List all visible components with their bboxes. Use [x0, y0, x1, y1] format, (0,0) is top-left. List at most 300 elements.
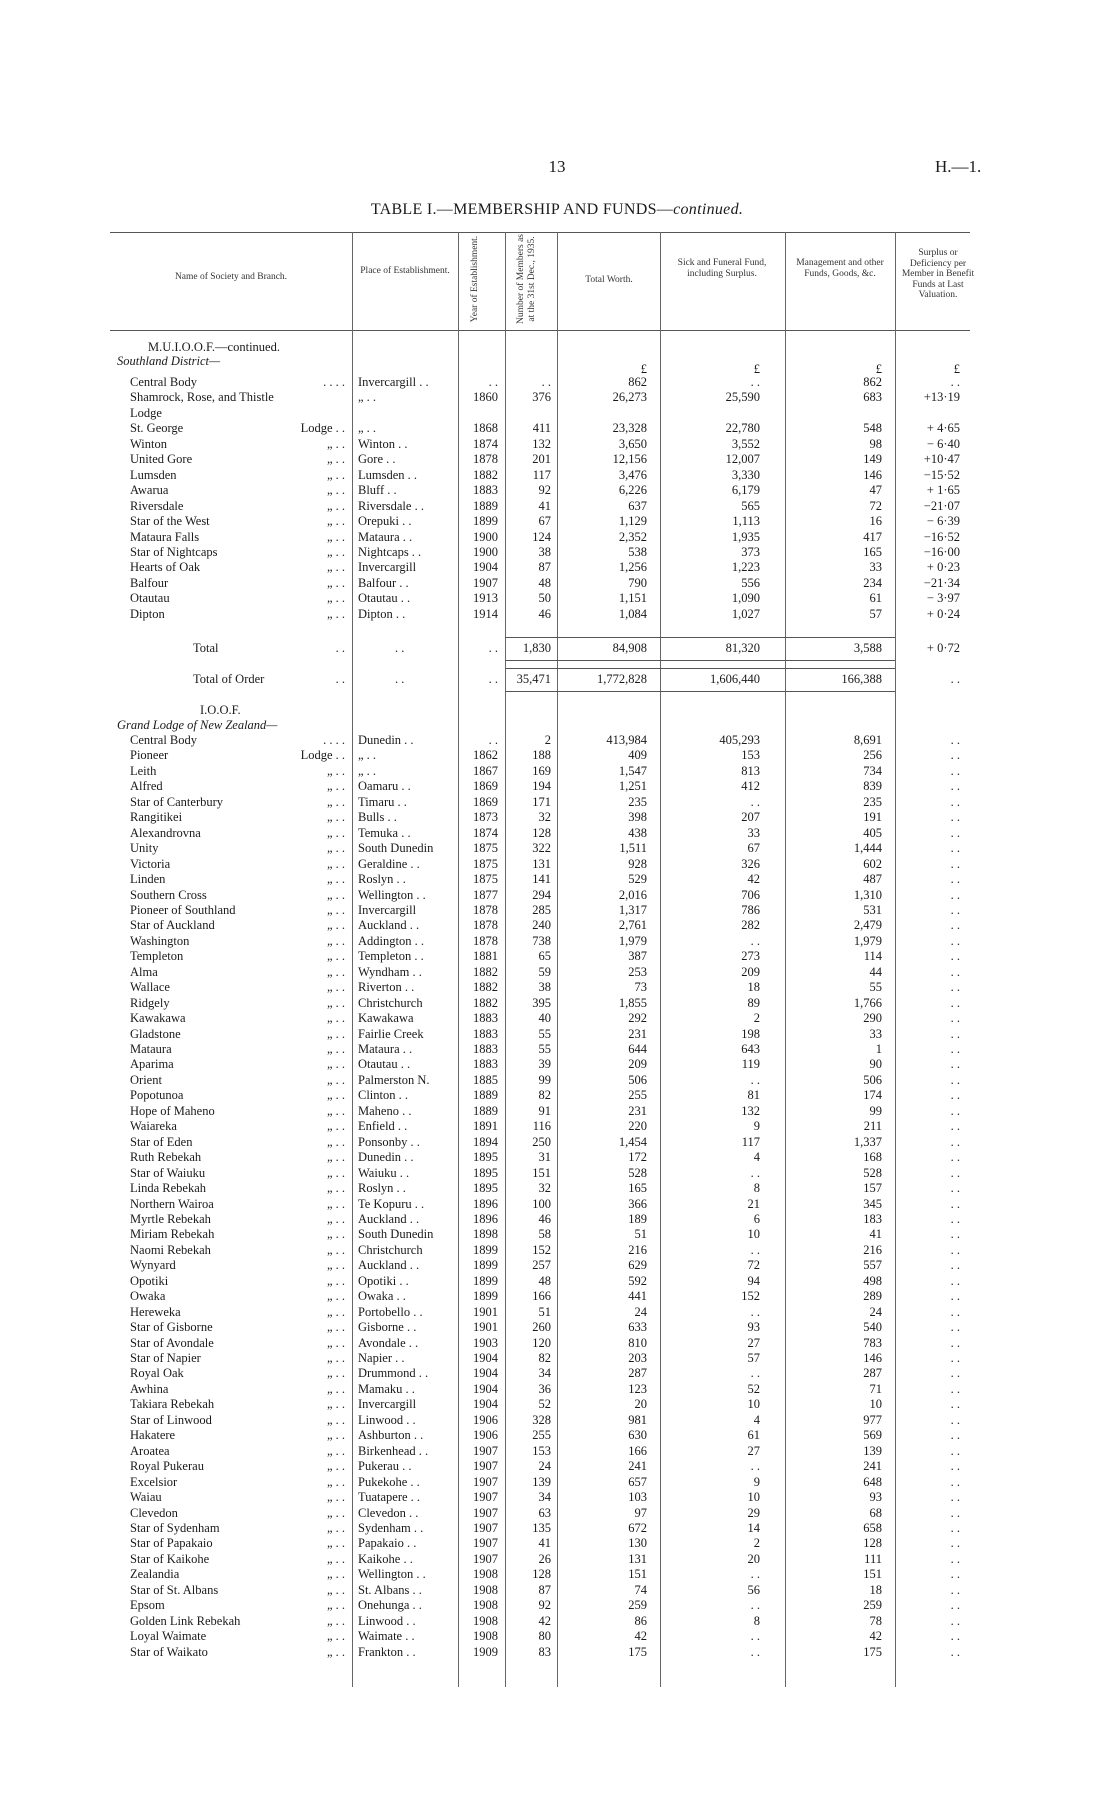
cell-place: Waimate . .	[358, 1629, 415, 1644]
cell-worth: 1,084	[618, 606, 647, 621]
table-row	[0, 980, 1114, 995]
cell-mgmt: 2,479	[853, 918, 882, 933]
cell-sick: . .	[750, 794, 760, 809]
cell-sick: 273	[741, 949, 760, 964]
cell-year: 1883	[473, 1026, 498, 1041]
cell-mgmt: 55	[869, 980, 882, 995]
cell-place: Oamaru . .	[358, 779, 411, 794]
cell-members: 260	[532, 1320, 551, 1335]
table-row	[0, 1475, 1114, 1490]
cell-year: 1904	[473, 1397, 498, 1412]
cell-year: 1908	[473, 1582, 498, 1597]
cell-worth: 538	[628, 544, 647, 559]
cell-name: Excelsior	[130, 1474, 178, 1489]
cell-year: 1882	[473, 964, 498, 979]
cell-surplus: . .	[950, 1351, 960, 1365]
cell-year: 1903	[473, 1335, 498, 1350]
cell-mgmt: 44	[869, 964, 882, 979]
cell-dots: „ . .	[326, 1042, 345, 1056]
cell-surplus: . .	[950, 1196, 960, 1211]
cell-year: 1913	[473, 591, 498, 606]
cell-worth: 216	[628, 1242, 647, 1257]
cell-year: 1900	[473, 544, 498, 559]
cell-members: 153	[532, 1443, 551, 1458]
cell-year: 1907	[473, 575, 498, 590]
cell-year: 1899	[473, 1289, 498, 1304]
cell-name: Hearts of Oak	[130, 560, 201, 575]
cell-dots: „ . .	[326, 1397, 345, 1412]
cell-name: Star of Auckland	[130, 918, 215, 933]
cell-dots: „ . .	[326, 1351, 345, 1365]
cell-name: Awarua	[130, 483, 169, 498]
cell-year: 1898	[473, 1227, 498, 1242]
cell-surplus: . .	[950, 1042, 960, 1056]
cell-year: 1883	[473, 1011, 498, 1026]
cell-sick: . .	[750, 1304, 760, 1319]
table-row	[0, 1057, 1114, 1072]
cell-mgmt: 234	[863, 575, 882, 590]
cell-place: South Dunedin	[358, 1227, 434, 1242]
cell-worth: 3,476	[618, 467, 647, 482]
cell-surplus: −16·00	[923, 544, 960, 559]
cell-sick: . .	[750, 1165, 760, 1180]
cell-dots: „ . .	[326, 436, 345, 451]
cell-members: 92	[538, 1598, 551, 1613]
cell-surplus: . .	[950, 1211, 960, 1226]
total-place: . .	[395, 641, 405, 655]
cell-name: Pioneer of Southland	[130, 902, 236, 917]
cell-year: 1860	[473, 390, 498, 405]
cell-surplus: −15·52	[923, 467, 960, 482]
cell-place: Avondale . .	[358, 1335, 419, 1350]
cell-year: 1914	[473, 606, 498, 621]
cell-place: Opotiki . .	[358, 1273, 409, 1288]
cell-members: 31	[538, 1150, 551, 1165]
currency-sick: £	[753, 362, 760, 376]
cell-year: 1889	[473, 1103, 498, 1118]
cell-mgmt: 531	[863, 902, 882, 917]
cell-dots: „ . .	[326, 810, 345, 825]
total-order-dots: . .	[335, 672, 345, 686]
cell-mgmt: 93	[869, 1490, 882, 1505]
cell-surplus: . .	[950, 1242, 960, 1257]
cell-worth: 231	[628, 1103, 647, 1118]
table-row	[0, 545, 1114, 560]
cell-members: 24	[538, 1459, 551, 1474]
cell-mgmt: 487	[863, 872, 882, 887]
cell-place: Mamaku . .	[358, 1381, 415, 1396]
cell-place: Mataura . .	[358, 1042, 413, 1056]
cell-mgmt: 33	[869, 560, 882, 575]
cell-place: Addington . .	[358, 933, 424, 948]
cell-place: Otautau . .	[358, 591, 411, 606]
cell-place: St. Albans . .	[358, 1582, 422, 1597]
cell-members: 169	[532, 763, 551, 778]
cell-dots: „ . .	[326, 1381, 345, 1396]
cell-year: 1867	[473, 763, 498, 778]
cell-worth: 189	[628, 1211, 647, 1226]
cell-dots: „ . .	[326, 1026, 345, 1041]
table-title-continued: continued.	[673, 201, 744, 218]
cell-mgmt: 557	[863, 1258, 882, 1273]
table-row	[0, 1088, 1114, 1103]
cell-year: 1904	[473, 560, 498, 575]
cell-place: Clinton . .	[358, 1088, 409, 1103]
cell-surplus: . .	[950, 872, 960, 887]
cell-surplus: . .	[950, 779, 960, 794]
cell-name: Awhina	[130, 1381, 169, 1396]
cell-place: Auckland . .	[358, 1258, 420, 1273]
cell-dots: „ . .	[326, 498, 345, 513]
cell-surplus: . .	[950, 1505, 960, 1520]
cell-worth: 97	[634, 1505, 647, 1520]
cell-surplus: − 6·40	[926, 436, 960, 451]
cell-sick: . .	[750, 1567, 760, 1582]
cell-mgmt: 16	[869, 514, 882, 529]
cell-members: 26	[538, 1551, 551, 1566]
cell-sick: 81	[747, 1088, 760, 1103]
cell-members: 38	[538, 544, 551, 559]
cell-name: Aroatea	[130, 1443, 170, 1458]
cell-dots: „ . .	[326, 1335, 345, 1350]
cell-members: 92	[538, 483, 551, 498]
cell-name: Southern Cross	[130, 887, 207, 902]
cell-sick: . .	[750, 1242, 760, 1257]
cell-name: Winton	[130, 436, 167, 451]
cell-worth: 366	[628, 1196, 647, 1211]
cell-year: 1877	[473, 887, 498, 902]
cell-sick: 12,007	[725, 452, 760, 467]
cell-sick: 56	[747, 1582, 760, 1597]
cell-sick: 89	[747, 995, 760, 1010]
col-header-surplus: Surplus or Deficiency per Member in Benefit Funds at Last Valuation.	[901, 248, 975, 300]
cell-dots: . . . .	[323, 733, 345, 747]
cell-place: Linwood . .	[358, 1412, 416, 1427]
cell-surplus: . .	[950, 810, 960, 825]
cell-mgmt: 18	[869, 1582, 882, 1597]
cell-mgmt: 1,979	[853, 933, 882, 948]
cell-members: 124	[532, 529, 551, 544]
cell-year: 1909	[473, 1644, 498, 1659]
cell-dots: „ . .	[326, 949, 345, 964]
table-row	[0, 872, 1114, 887]
cell-surplus: . .	[950, 1490, 960, 1505]
cell-place: Palmerston N.	[358, 1072, 430, 1087]
cell-worth: 528	[628, 1165, 647, 1180]
cell-sick: 1,027	[731, 606, 760, 621]
cell-year: 1882	[473, 980, 498, 995]
cell-worth: 241	[628, 1459, 647, 1474]
cell-mgmt: 345	[863, 1196, 882, 1211]
cell-worth: 398	[628, 810, 647, 825]
cell-name: Royal Pukerau	[130, 1459, 204, 1474]
cell-place: Pukekohe . .	[358, 1474, 420, 1489]
header-bottom-rule	[110, 330, 970, 331]
cell-sick: 565	[741, 498, 760, 513]
cell-members: 294	[532, 887, 551, 902]
table-row	[0, 949, 1114, 964]
cell-worth: 2,016	[618, 887, 647, 902]
cell-members: 135	[532, 1520, 551, 1535]
cell-surplus: . .	[950, 1582, 960, 1597]
cell-sick: . .	[750, 1629, 760, 1644]
cell-dots: „ . .	[326, 1150, 345, 1165]
col-header-place: Place of Establishment.	[360, 266, 450, 276]
cell-sick: 29	[747, 1505, 760, 1520]
cell-surplus: . .	[950, 1644, 960, 1659]
cell-worth: 255	[628, 1088, 647, 1103]
table-row	[0, 1490, 1114, 1505]
cell-name: Popotunoa	[130, 1088, 184, 1103]
cell-place: Napier . .	[358, 1351, 405, 1365]
cell-dots: „ . .	[326, 1289, 345, 1304]
cell-year: 1895	[473, 1165, 498, 1180]
cell-name: Dipton	[130, 606, 165, 621]
cell-mgmt: 10	[869, 1397, 882, 1412]
cell-dots: „ . .	[326, 1304, 345, 1319]
cell-worth: 74	[634, 1582, 647, 1597]
cell-worth: 103	[628, 1490, 647, 1505]
table-row	[0, 1506, 1114, 1521]
cell-dots: „ . .	[326, 591, 345, 606]
table-row	[0, 934, 1114, 949]
cell-surplus: . .	[950, 375, 960, 389]
cell-year: 1907	[473, 1520, 498, 1535]
total-order-surplus: . .	[950, 672, 960, 686]
table-row	[0, 1382, 1114, 1397]
cell-worth: 413,984	[606, 733, 647, 747]
cell-place: Christchurch	[358, 1242, 423, 1257]
cell-place: Invercargill	[358, 1397, 417, 1412]
cell-mgmt: 734	[863, 763, 882, 778]
cell-worth: 1,317	[618, 902, 647, 917]
cell-members: 116	[532, 1119, 551, 1134]
cell-year: 1908	[473, 1629, 498, 1644]
table-row	[0, 857, 1114, 872]
cell-surplus: . .	[950, 1258, 960, 1273]
table-row	[0, 1336, 1114, 1351]
cell-year: 1907	[473, 1474, 498, 1489]
cell-worth: 1,547	[618, 763, 647, 778]
cell-members: 82	[538, 1088, 551, 1103]
cell-mgmt: 98	[869, 436, 882, 451]
cell-sick: 198	[741, 1026, 760, 1041]
cell-sick: 20	[747, 1551, 760, 1566]
cell-sick: 1,223	[731, 560, 760, 575]
cell-dots: „ . .	[326, 1011, 345, 1026]
cell-members: 32	[538, 1181, 551, 1196]
cell-sick: 57	[747, 1351, 760, 1365]
cell-worth: 1,454	[618, 1134, 647, 1149]
cell-worth: 287	[628, 1366, 647, 1381]
cell-name: Star of Papakaio	[130, 1536, 213, 1551]
cell-dots: „ . .	[326, 1551, 345, 1566]
total-order-box-rule	[505, 668, 895, 692]
cell-mgmt: 658	[863, 1520, 882, 1535]
cell-mgmt: 149	[863, 452, 882, 467]
cell-sick: 119	[741, 1057, 760, 1072]
total-year: . .	[488, 641, 498, 655]
table-row	[0, 1258, 1114, 1273]
cell-year: 1862	[473, 748, 498, 763]
cell-name: Shamrock, Rose, and Thistle	[130, 390, 274, 405]
table-title	[0, 201, 1114, 219]
cell-place: Wellington . .	[358, 1567, 426, 1582]
cell-name: Pioneer	[130, 748, 169, 763]
cell-year: 1896	[473, 1196, 498, 1211]
cell-surplus: . .	[950, 1335, 960, 1350]
table-row	[0, 888, 1114, 903]
cell-mgmt: 157	[863, 1181, 882, 1196]
table-row	[0, 810, 1114, 825]
table-row	[0, 1598, 1114, 1613]
cell-members: 55	[538, 1042, 551, 1056]
cell-worth: 657	[628, 1474, 647, 1489]
cell-sick: 8	[753, 1181, 760, 1196]
cell-name: Wallace	[130, 980, 170, 995]
table-row	[0, 591, 1114, 606]
cell-mgmt: 1,310	[853, 887, 882, 902]
cell-year: 1899	[473, 1242, 498, 1257]
cell-sick: 9	[753, 1119, 760, 1134]
currency-surplus: £	[953, 362, 960, 376]
cell-sick: . .	[750, 933, 760, 948]
table-row	[0, 1243, 1114, 1258]
cell-mgmt: 128	[863, 1536, 882, 1551]
cell-name: Star of Napier	[130, 1351, 201, 1365]
cell-surplus: +10·47	[923, 452, 960, 467]
cell-surplus: . .	[950, 1629, 960, 1644]
cell-mgmt: 211	[863, 1119, 882, 1134]
currency-worth: £	[640, 362, 647, 376]
cell-dots: „ . .	[326, 964, 345, 979]
total-order-year: . .	[488, 672, 498, 686]
cell-worth: 6,226	[618, 483, 647, 498]
cell-worth: 166	[628, 1443, 647, 1458]
cell-surplus: . .	[950, 1181, 960, 1196]
cell-dots: „ . .	[326, 856, 345, 871]
cell-mgmt: 42	[869, 1629, 882, 1644]
table-row	[0, 1629, 1114, 1644]
cell-name: St. George	[130, 421, 184, 436]
cell-dots: „ . .	[326, 1088, 345, 1103]
table-row	[0, 1521, 1114, 1536]
cell-surplus: . .	[950, 1320, 960, 1335]
cell-year: 1895	[473, 1181, 498, 1196]
cell-sick: 2	[753, 1536, 760, 1551]
cell-place: Clevedon . .	[358, 1505, 419, 1520]
cell-dots: „ . .	[326, 544, 345, 559]
cell-worth: 1,256	[618, 560, 647, 575]
cell-year: 1878	[473, 452, 498, 467]
cell-dots: „ . .	[326, 1320, 345, 1335]
cell-worth: 630	[628, 1428, 647, 1443]
cell-surplus: . .	[950, 748, 960, 763]
cell-mgmt: 683	[863, 390, 882, 405]
cell-members: 87	[538, 560, 551, 575]
cell-name: United Gore	[130, 452, 193, 467]
total-order-sick: 1,606,440	[710, 672, 760, 686]
cell-worth: 259	[628, 1598, 647, 1613]
cell-members: 328	[532, 1412, 551, 1427]
cell-place: Auckland . .	[358, 918, 420, 933]
cell-worth: 438	[628, 825, 647, 840]
total-box-rule	[505, 637, 895, 661]
cell-mgmt: 151	[863, 1567, 882, 1582]
cell-mgmt: 289	[863, 1289, 882, 1304]
cell-year: 1896	[473, 1211, 498, 1226]
cell-sick: 6,179	[731, 483, 760, 498]
col-header-name: Name of Society and Branch.	[174, 272, 288, 282]
cell-place: Wellington . .	[358, 887, 426, 902]
cell-surplus: . .	[950, 964, 960, 979]
cell-surplus: . .	[950, 1273, 960, 1288]
cell-members: 36	[538, 1381, 551, 1396]
cell-name: Ridgely	[130, 995, 170, 1010]
cell-dots: „ . .	[326, 1629, 345, 1644]
cell-worth: 292	[628, 1011, 647, 1026]
table-row	[0, 530, 1114, 545]
cell-members: 166	[532, 1289, 551, 1304]
cell-year: 1899	[473, 1258, 498, 1273]
cell-members: 40	[538, 1011, 551, 1026]
cell-name: Star of the West	[130, 514, 210, 529]
cell-name: Epsom	[130, 1598, 165, 1613]
cell-dots: „ . .	[326, 1505, 345, 1520]
cell-name: Leith	[130, 763, 157, 778]
table-row	[0, 499, 1114, 514]
cell-dots: „ . .	[326, 1412, 345, 1427]
cell-members: 83	[538, 1644, 551, 1659]
cell-dots: „ . .	[326, 1057, 345, 1072]
cell-worth: 235	[628, 794, 647, 809]
table-row	[0, 841, 1114, 856]
cell-sick: 18	[747, 980, 760, 995]
cell-members: 99	[538, 1072, 551, 1087]
cell-name: Northern Wairoa	[130, 1196, 214, 1211]
cell-surplus: + 4·65	[926, 421, 960, 436]
cell-sick: 4	[753, 1150, 760, 1165]
cell-place: Kaikohe . .	[358, 1551, 413, 1566]
cell-place: Linwood . .	[358, 1613, 416, 1628]
cell-surplus: −16·52	[923, 529, 960, 544]
table-row	[0, 1645, 1114, 1660]
cell-name: Otautau	[130, 591, 170, 606]
cell-sick: 207	[741, 810, 760, 825]
cell-place: Drummond . .	[358, 1366, 429, 1381]
cell-place: Dunedin . .	[358, 733, 414, 747]
cell-worth: 409	[628, 748, 647, 763]
cell-surplus: . .	[950, 1119, 960, 1134]
table-row	[0, 1289, 1114, 1304]
cell-name: Zealandia	[130, 1567, 180, 1582]
cell-surplus: +13·19	[923, 390, 960, 405]
cell-mgmt: 114	[863, 949, 882, 964]
cell-members: 240	[532, 918, 551, 933]
cell-members: 188	[532, 748, 551, 763]
document-reference: H.—1.	[935, 157, 982, 176]
cell-place: Balfour . .	[358, 575, 409, 590]
table-row	[0, 996, 1114, 1011]
cell-worth: 629	[628, 1258, 647, 1273]
cell-sick: 52	[747, 1381, 760, 1396]
cell-mgmt: 1,444	[853, 841, 882, 856]
table-row	[0, 1567, 1114, 1582]
cell-members: 171	[532, 794, 551, 809]
cell-year: 1904	[473, 1366, 498, 1381]
cell-place: Gisborne . .	[358, 1320, 417, 1335]
cell-year: 1882	[473, 995, 498, 1010]
